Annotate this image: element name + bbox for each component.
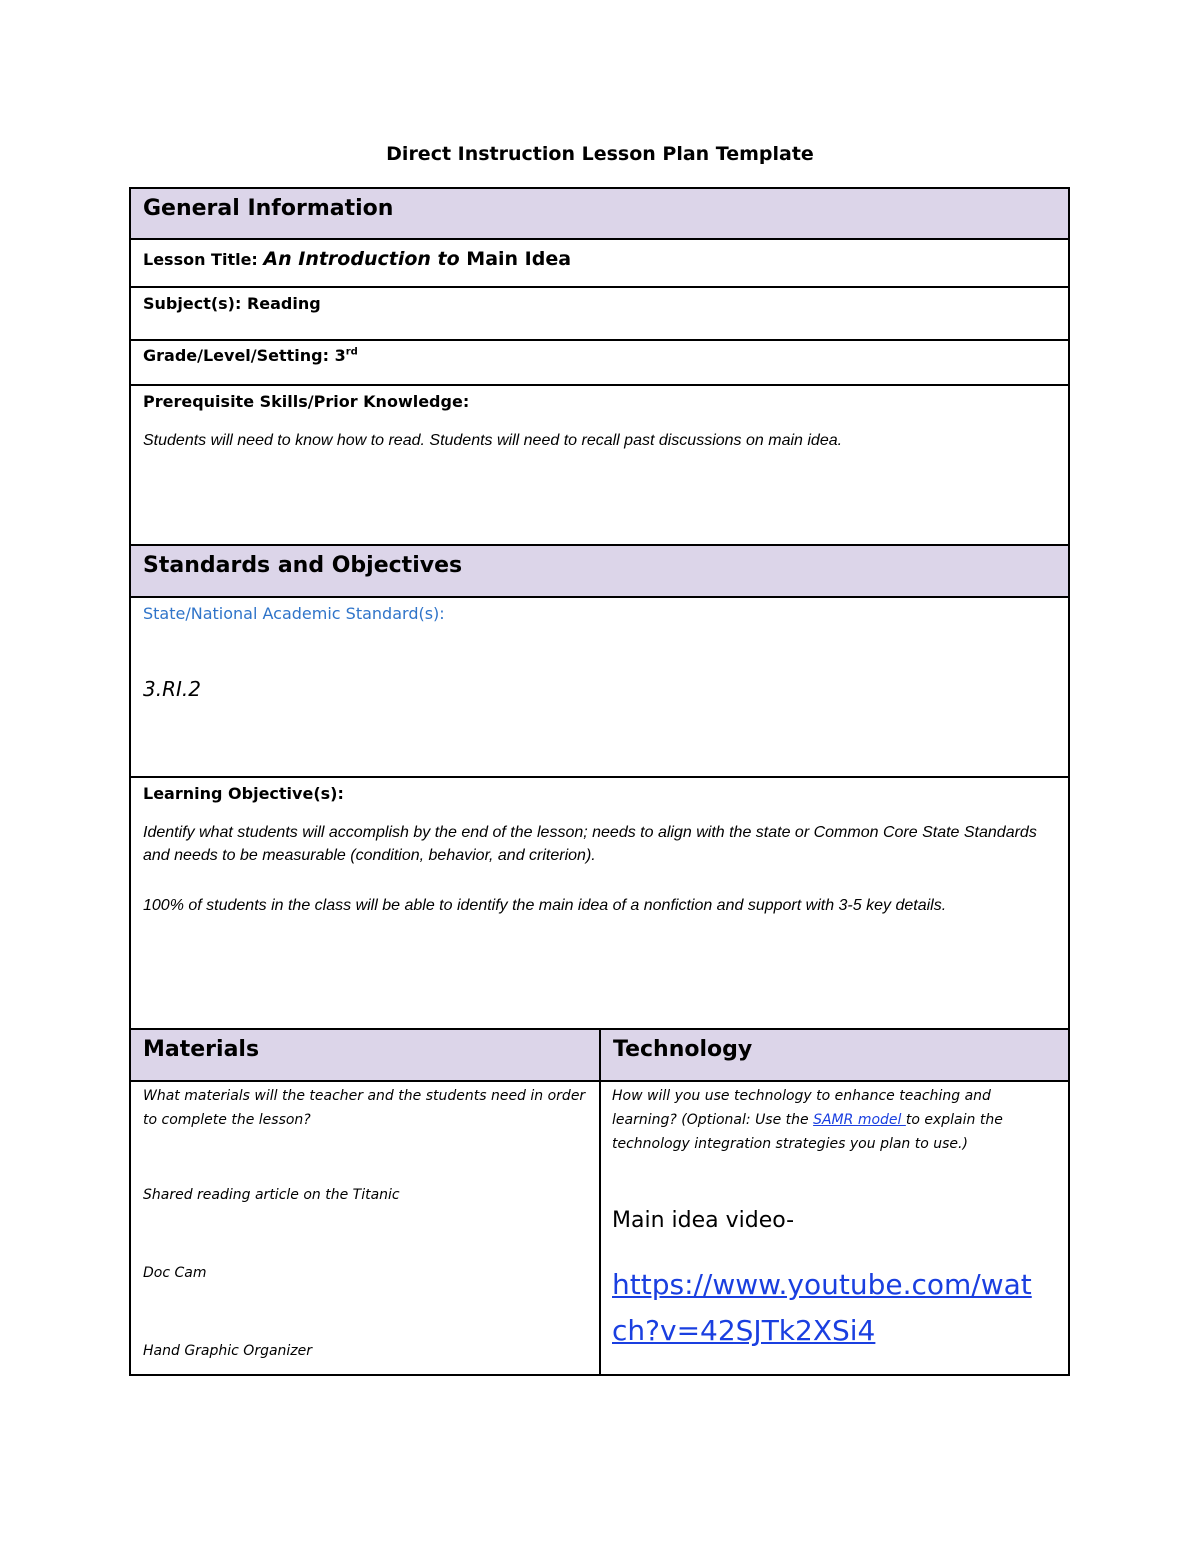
prerequisite-label: Prerequisite Skills/Prior Knowledge: <box>143 392 470 411</box>
materials-item-3: Hand Graphic Organizer <box>143 1343 313 1359</box>
subjects-row <box>131 288 1068 341</box>
learning-objectives-label: Learning Objective(s): <box>143 784 344 803</box>
document-title: Direct Instruction Lesson Plan Template <box>386 143 814 165</box>
lesson-title-label: Lesson Title: <box>143 250 264 269</box>
lesson-plan-table <box>129 187 1070 1376</box>
samr-model-link[interactable]: SAMR model <box>813 1112 906 1128</box>
subjects-label: Subject(s): Reading <box>143 294 321 313</box>
general-information-header: General Information <box>131 189 1068 240</box>
materials-item-1: Shared reading article on the Titanic <box>143 1187 400 1203</box>
prerequisite-row <box>131 386 1068 546</box>
technology-cell <box>601 1082 1068 1374</box>
lesson-title-row <box>131 240 1068 288</box>
prerequisite-text: Students will need to know how to read. Students will need to recall past discussions on main idea. <box>143 432 843 449</box>
learning-objectives-row <box>131 778 1068 1030</box>
learning-objectives-text: 100% of students in the class will be able to identify the main idea of a nonfiction and support with 3-5 key details. <box>143 897 947 914</box>
materials-prompt: What materials will the teacher and the students need in order to complete the lesson? <box>143 1088 586 1128</box>
lesson-title-rest: Main Idea <box>459 248 572 270</box>
academic-standard-value: 3.RI.2 <box>143 677 201 701</box>
grade-row <box>131 341 1068 386</box>
video-url-link[interactable] <box>612 1262 1032 1354</box>
materials-item-2: Doc Cam <box>143 1265 207 1281</box>
lesson-title-italic: An Introduction to <box>263 248 460 270</box>
technology-prompt <box>612 1084 1057 1156</box>
materials-cell <box>131 1082 599 1374</box>
academic-standards-label: State/National Academic Standard(s): <box>143 604 445 623</box>
video-url-line-2[interactable]: ch?v=42SJTk2XSi4 <box>612 1314 876 1347</box>
standards-header: Standards and Objectives <box>131 546 1068 598</box>
academic-standards-row <box>131 598 1068 778</box>
learning-objectives-prompt: Identify what students will accomplish by the end of the lesson; needs to align with the state or Common Core State Standards and needs to be measurable (condition, behavior, and criterion). <box>143 824 1037 864</box>
grade-suffix: rd <box>345 346 358 358</box>
technology-prompt-after: to explain the technology integration strategies you plan to use.) <box>612 1112 1003 1152</box>
grade-label: Grade/Level/Setting: 3 <box>143 346 346 365</box>
technology-prompt-before: How will you use technology to enhance teaching and learning? (Optional: Use the <box>612 1088 991 1128</box>
video-url-line-1[interactable]: https://www.youtube.com/wat <box>612 1268 1032 1301</box>
main-idea-video-label: Main idea video- <box>612 1208 795 1233</box>
materials-header: Materials <box>131 1030 599 1082</box>
technology-header: Technology <box>601 1030 1068 1082</box>
